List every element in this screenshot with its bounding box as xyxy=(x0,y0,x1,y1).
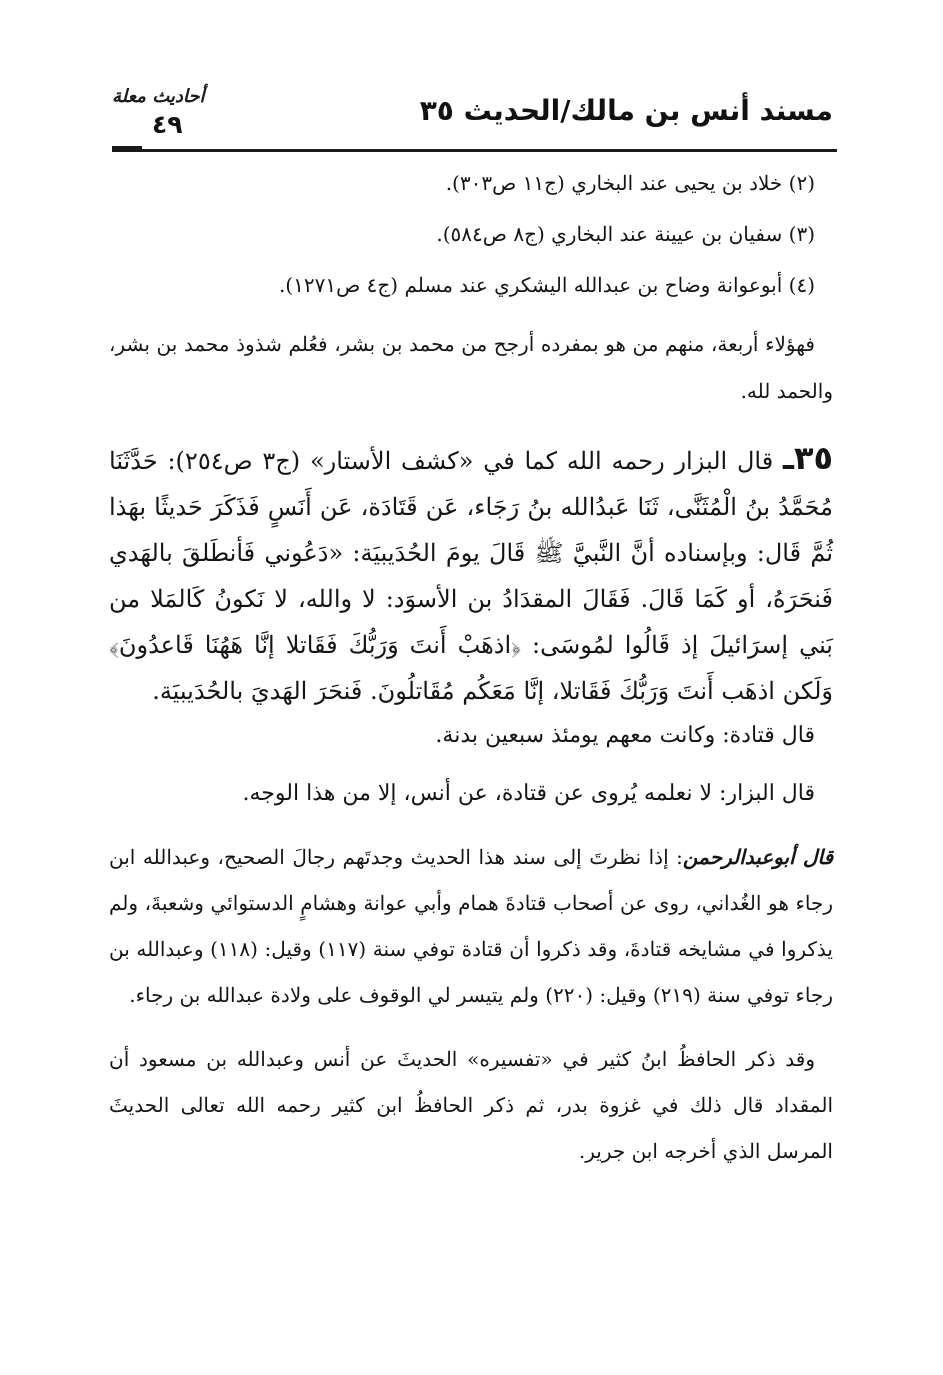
page-number: ٤٩ xyxy=(152,110,183,139)
page-header xyxy=(112,86,833,150)
running-title: مسند أنس بن مالك/الحديث ٣٥ xyxy=(419,94,833,127)
header-rule-mark xyxy=(112,146,142,149)
footnote-3: (٣) سفيان بن عيينة عند البخاري (ج٨ ص٥٨٤). xyxy=(436,222,815,246)
hadith-paragraph xyxy=(109,435,833,714)
book-title-mark: أحاديث معلة xyxy=(112,86,205,107)
hadith-text: قال البزار رحمه الله كما في «كشف الأستار» (ج٣ ص٢٥٤): حَدَّثَنَا مُحَمَّدُ بنُ الْمُثَنَّى، ثَنَا عَبدُالله بنُ رَجَاء، عَن قَتَادَة، عَن أَنَسٍ فَذَكَرَ حَديثًا بهَذا ثُمَّ قَال: وبإسناده أنَّ النَّبيَّ ﷺ قَالَ يومَ الحُدَيبيَة: «دَعُوني فَأنطَلقَ بالهَدي فَنحَرَهُ، أو كَمَا قَالَ. فَقَالَ المقدَادُ بن الأسوَد: لا والله، لا نَكونُ كَالمَلا من بَني إسرَائيلَ إذ قَالُوا لمُوسَى: ﴿اذهَبْ أَنتَ وَرَبُّكَ فَقَاتلا إنَّا هَهُنَا قَاعدُونَ﴾ وَلَكن اذهَب أَنتَ وَرَبُّكَ فَقَاتلا، إنَّا مَعَكُم مُقَاتلُونَ. فَنحَرَ الهَديَ بالحُدَيبيَة. xyxy=(109,447,833,705)
commentary-text: : إذا نظرتَ إلى سند هذا الحديث وجدتَهم رجالَ الصحيح، وعبدالله ابن رجاء هو الغُداني، روى عن أصحاب قتادةَ همام وأبي عوانة وهشامٍ الدستوائي وشعبةَ، ولم يذكروا في مشايخه قتادةَ، وقد ذكروا أن قتادة توفي سنة (١١٧) وقيل: (١١٨) وعبدالله بن رجاء توفي سنة (٢١٩) وقيل: (٢٢٠) ولم يتيسر لي الوقوف على ولادة عبدالله بن رجاء. xyxy=(109,845,833,1007)
commentary-speaker: قال أبوعبدالرحمن xyxy=(682,845,833,869)
footnote-2: (٢) خلاد بن يحيى عند البخاري (ج١١ ص٣٠٣). xyxy=(445,171,815,195)
hadith-dash: ـ xyxy=(783,439,794,477)
footnote-4: (٤) أبوعوانة وضاح بن عبدالله اليشكري عند مسلم (ج٤ ص١٢٧١). xyxy=(278,273,815,297)
hadith-number: ٣٥ xyxy=(793,439,834,477)
closing-paragraph: وقد ذكر الحافظُ ابنُ كثير في «تفسيره» الحديثَ عن أنس وعبدالله بن مسعود أن المقداد قال ذلك في غزوة بدر، ثم ذكر الحافظُ ابن كثير رحمه الله تعالى الحديثَ المرسل الذي أخرجه ابن جرير. xyxy=(109,1047,833,1163)
commentary-paragraph xyxy=(109,834,833,1018)
qatada-note: قال قتادة: وكانت معهم يومئذ سبعين بدنة. xyxy=(435,723,815,748)
summary-paragraph: فهؤلاء أربعة، منهم من هو بمفرده أرجح من محمد بن بشر، فعُلم شذوذ محمد بن بشر، والحمد لله. xyxy=(109,332,833,403)
header-rule xyxy=(112,149,837,152)
bazzar-note: قال البزار: لا نعلمه يُروى عن قتادة، عن أنس، إلا من هذا الوجه. xyxy=(242,781,815,806)
page-content xyxy=(109,168,833,1192)
